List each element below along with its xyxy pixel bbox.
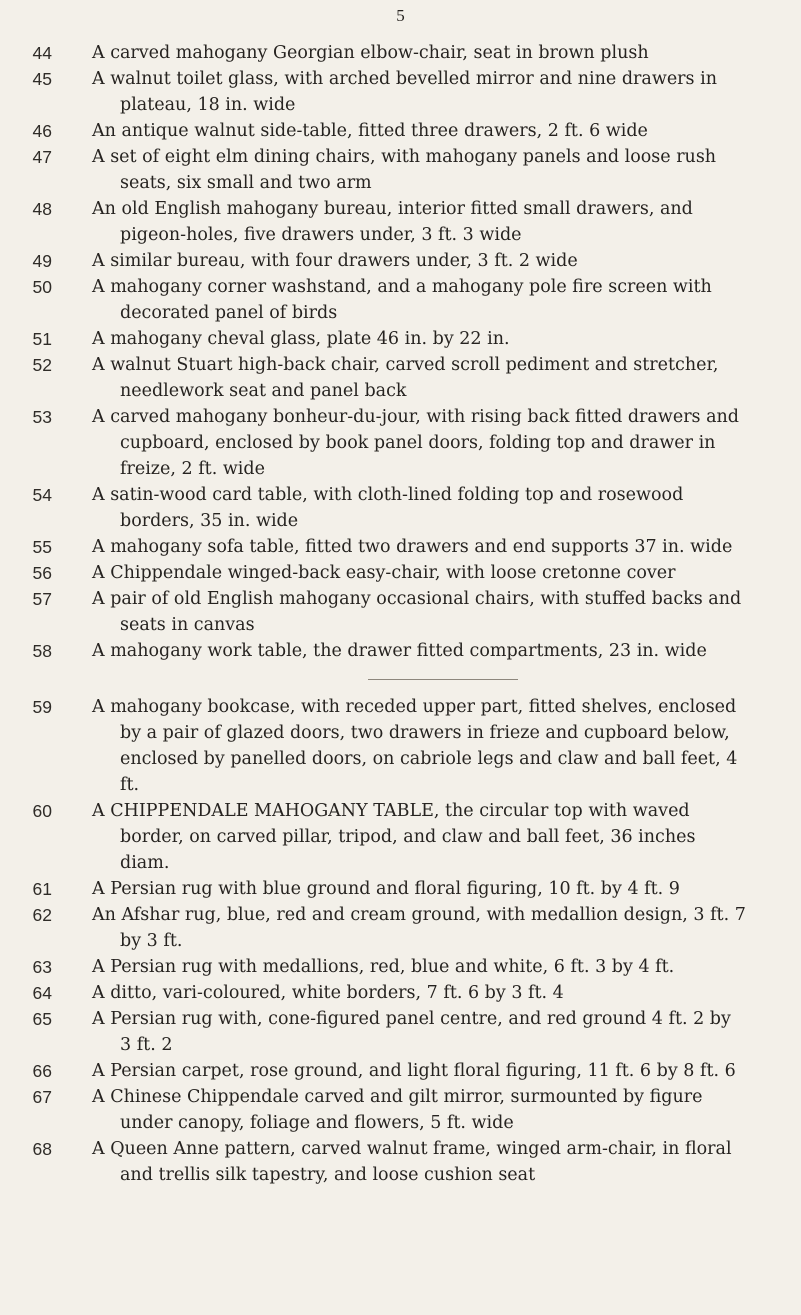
lot-number: 66 [32, 1061, 52, 1081]
lot-item [0, 66, 801, 118]
lot-number: 46 [32, 121, 52, 141]
lot-description: A Chinese Chippendale carved and gilt mirror, surmounted by figure under canopy, foliage and flowers, 5 ft. wide [92, 1087, 703, 1133]
lot-item [0, 482, 801, 534]
lot-item [0, 248, 801, 274]
lot-item [0, 694, 801, 798]
lot-number: 68 [32, 1139, 52, 1159]
lot-description: A walnut Stuart high-back chair, carved scroll pediment and stretcher, needlework seat and panel back [92, 355, 719, 401]
lot-number: 49 [32, 251, 52, 271]
lot-description: A Chippendale winged-back easy-chair, with loose cretonne cover [92, 563, 676, 583]
lot-description: A mahogany cheval glass, plate 46 in. by 22 in. [92, 329, 510, 349]
lot-list [0, 40, 801, 1188]
lot-item [0, 274, 801, 326]
lot-description: A set of eight elm dining chairs, with mahogany panels and loose rush seats, six small and two arm [92, 147, 717, 193]
lot-description: A pair of old English mahogany occasional chairs, with stuffed backs and seats in canvas [92, 589, 742, 635]
lot-description: A similar bureau, with four drawers under, 3 ft. 2 wide [92, 251, 578, 271]
lot-description: A ditto, vari-coloured, white borders, 7 ft. 6 by 3 ft. 4 [92, 983, 564, 1003]
lot-description: An old English mahogany bureau, interior fitted small drawers, and pigeon-holes, five drawers under, 3 ft. 3 wide [92, 199, 693, 245]
lot-item [0, 1006, 801, 1058]
lot-number: 64 [32, 983, 52, 1003]
lot-number: 52 [32, 355, 52, 375]
lot-item [0, 980, 801, 1006]
lot-number: 65 [32, 1009, 52, 1029]
lot-number: 53 [32, 407, 52, 427]
lot-description: A mahogany work table, the drawer fitted compartments, 23 in. wide [92, 641, 707, 661]
lot-description: A satin-wood card table, with cloth-lined folding top and rosewood borders, 35 in. wide [92, 485, 684, 531]
lot-description: An Afshar rug, blue, red and cream ground, with medallion design, 3 ft. 7 by 3 ft. [92, 905, 746, 951]
page-number: 5 [396, 6, 405, 25]
lot-item [0, 798, 801, 876]
lot-number: 62 [32, 905, 52, 925]
lot-number: 44 [32, 43, 52, 63]
lot-description: A mahogany corner washstand, and a mahogany pole fire screen with decorated panel of birds [92, 277, 712, 323]
lot-number: 61 [32, 879, 52, 899]
lot-description: A mahogany sofa table, fitted two drawers and end supports 37 in. wide [92, 537, 733, 557]
lot-number: 50 [32, 277, 52, 297]
lot-description: A Persian carpet, rose ground, and light floral figuring, 11 ft. 6 by 8 ft. 6 [92, 1061, 736, 1081]
section-divider [368, 679, 518, 680]
lot-item [0, 40, 801, 66]
lot-description: A carved mahogany bonheur-du-jour, with rising back fitted drawers and cupboard, enclosed by book panel doors, folding top and drawer in freize, 2 ft. wide [92, 407, 740, 479]
lot-number: 58 [32, 641, 52, 661]
lot-number: 67 [32, 1087, 52, 1107]
lot-number: 57 [32, 589, 52, 609]
lot-description: A Persian rug with, cone-figured panel centre, and red ground 4 ft. 2 by 3 ft. 2 [92, 1009, 731, 1055]
lot-number: 56 [32, 563, 52, 583]
lot-item [0, 586, 801, 638]
lot-number: 48 [32, 199, 52, 219]
lot-item [0, 534, 801, 560]
lot-description: An antique walnut side-table, fitted three drawers, 2 ft. 6 wide [92, 121, 648, 141]
lot-description: A CHIPPENDALE MAHOGANY TABLE, the circular top with waved border, on carved pillar, tripod, and claw and ball feet, 36 inches diam. [92, 801, 696, 873]
lot-description: A Persian rug with medallions, red, blue and white, 6 ft. 3 by 4 ft. [92, 957, 675, 977]
lot-item [0, 638, 801, 664]
lot-number: 63 [32, 957, 52, 977]
lot-item [0, 144, 801, 196]
lot-number: 51 [32, 329, 52, 349]
lot-item [0, 1058, 801, 1084]
lot-item [0, 876, 801, 902]
lot-description: A mahogany bookcase, with receded upper part, fitted shelves, enclosed by a pair of glazed doors, two drawers in frieze and cupboard below, enclosed by panelled doors, on cabriole legs and claw and ball feet, 4 ft. [92, 697, 738, 795]
lot-description: A Persian rug with blue ground and floral figuring, 10 ft. by 4 ft. 9 [92, 879, 680, 899]
lot-number: 55 [32, 537, 52, 557]
lot-item [0, 902, 801, 954]
lot-item [0, 560, 801, 586]
lot-number: 54 [32, 485, 52, 505]
lot-item [0, 954, 801, 980]
lot-number: 59 [32, 697, 52, 717]
lot-number: 47 [32, 147, 52, 167]
lot-item [0, 118, 801, 144]
lot-description: A Queen Anne pattern, carved walnut frame, winged arm-chair, in floral and trellis silk tapestry, and loose cushion seat [92, 1139, 732, 1185]
lot-item [0, 404, 801, 482]
lot-item [0, 1084, 801, 1136]
lot-item [0, 1136, 801, 1188]
lot-number: 60 [32, 801, 52, 821]
lot-item [0, 326, 801, 352]
lot-item [0, 196, 801, 248]
lot-description: A carved mahogany Georgian elbow-chair, seat in brown plush [92, 43, 649, 63]
lot-description: A walnut toilet glass, with arched bevelled mirror and nine drawers in plateau, 18 in. wide [92, 69, 717, 115]
lot-item [0, 352, 801, 404]
lot-number: 45 [32, 69, 52, 89]
